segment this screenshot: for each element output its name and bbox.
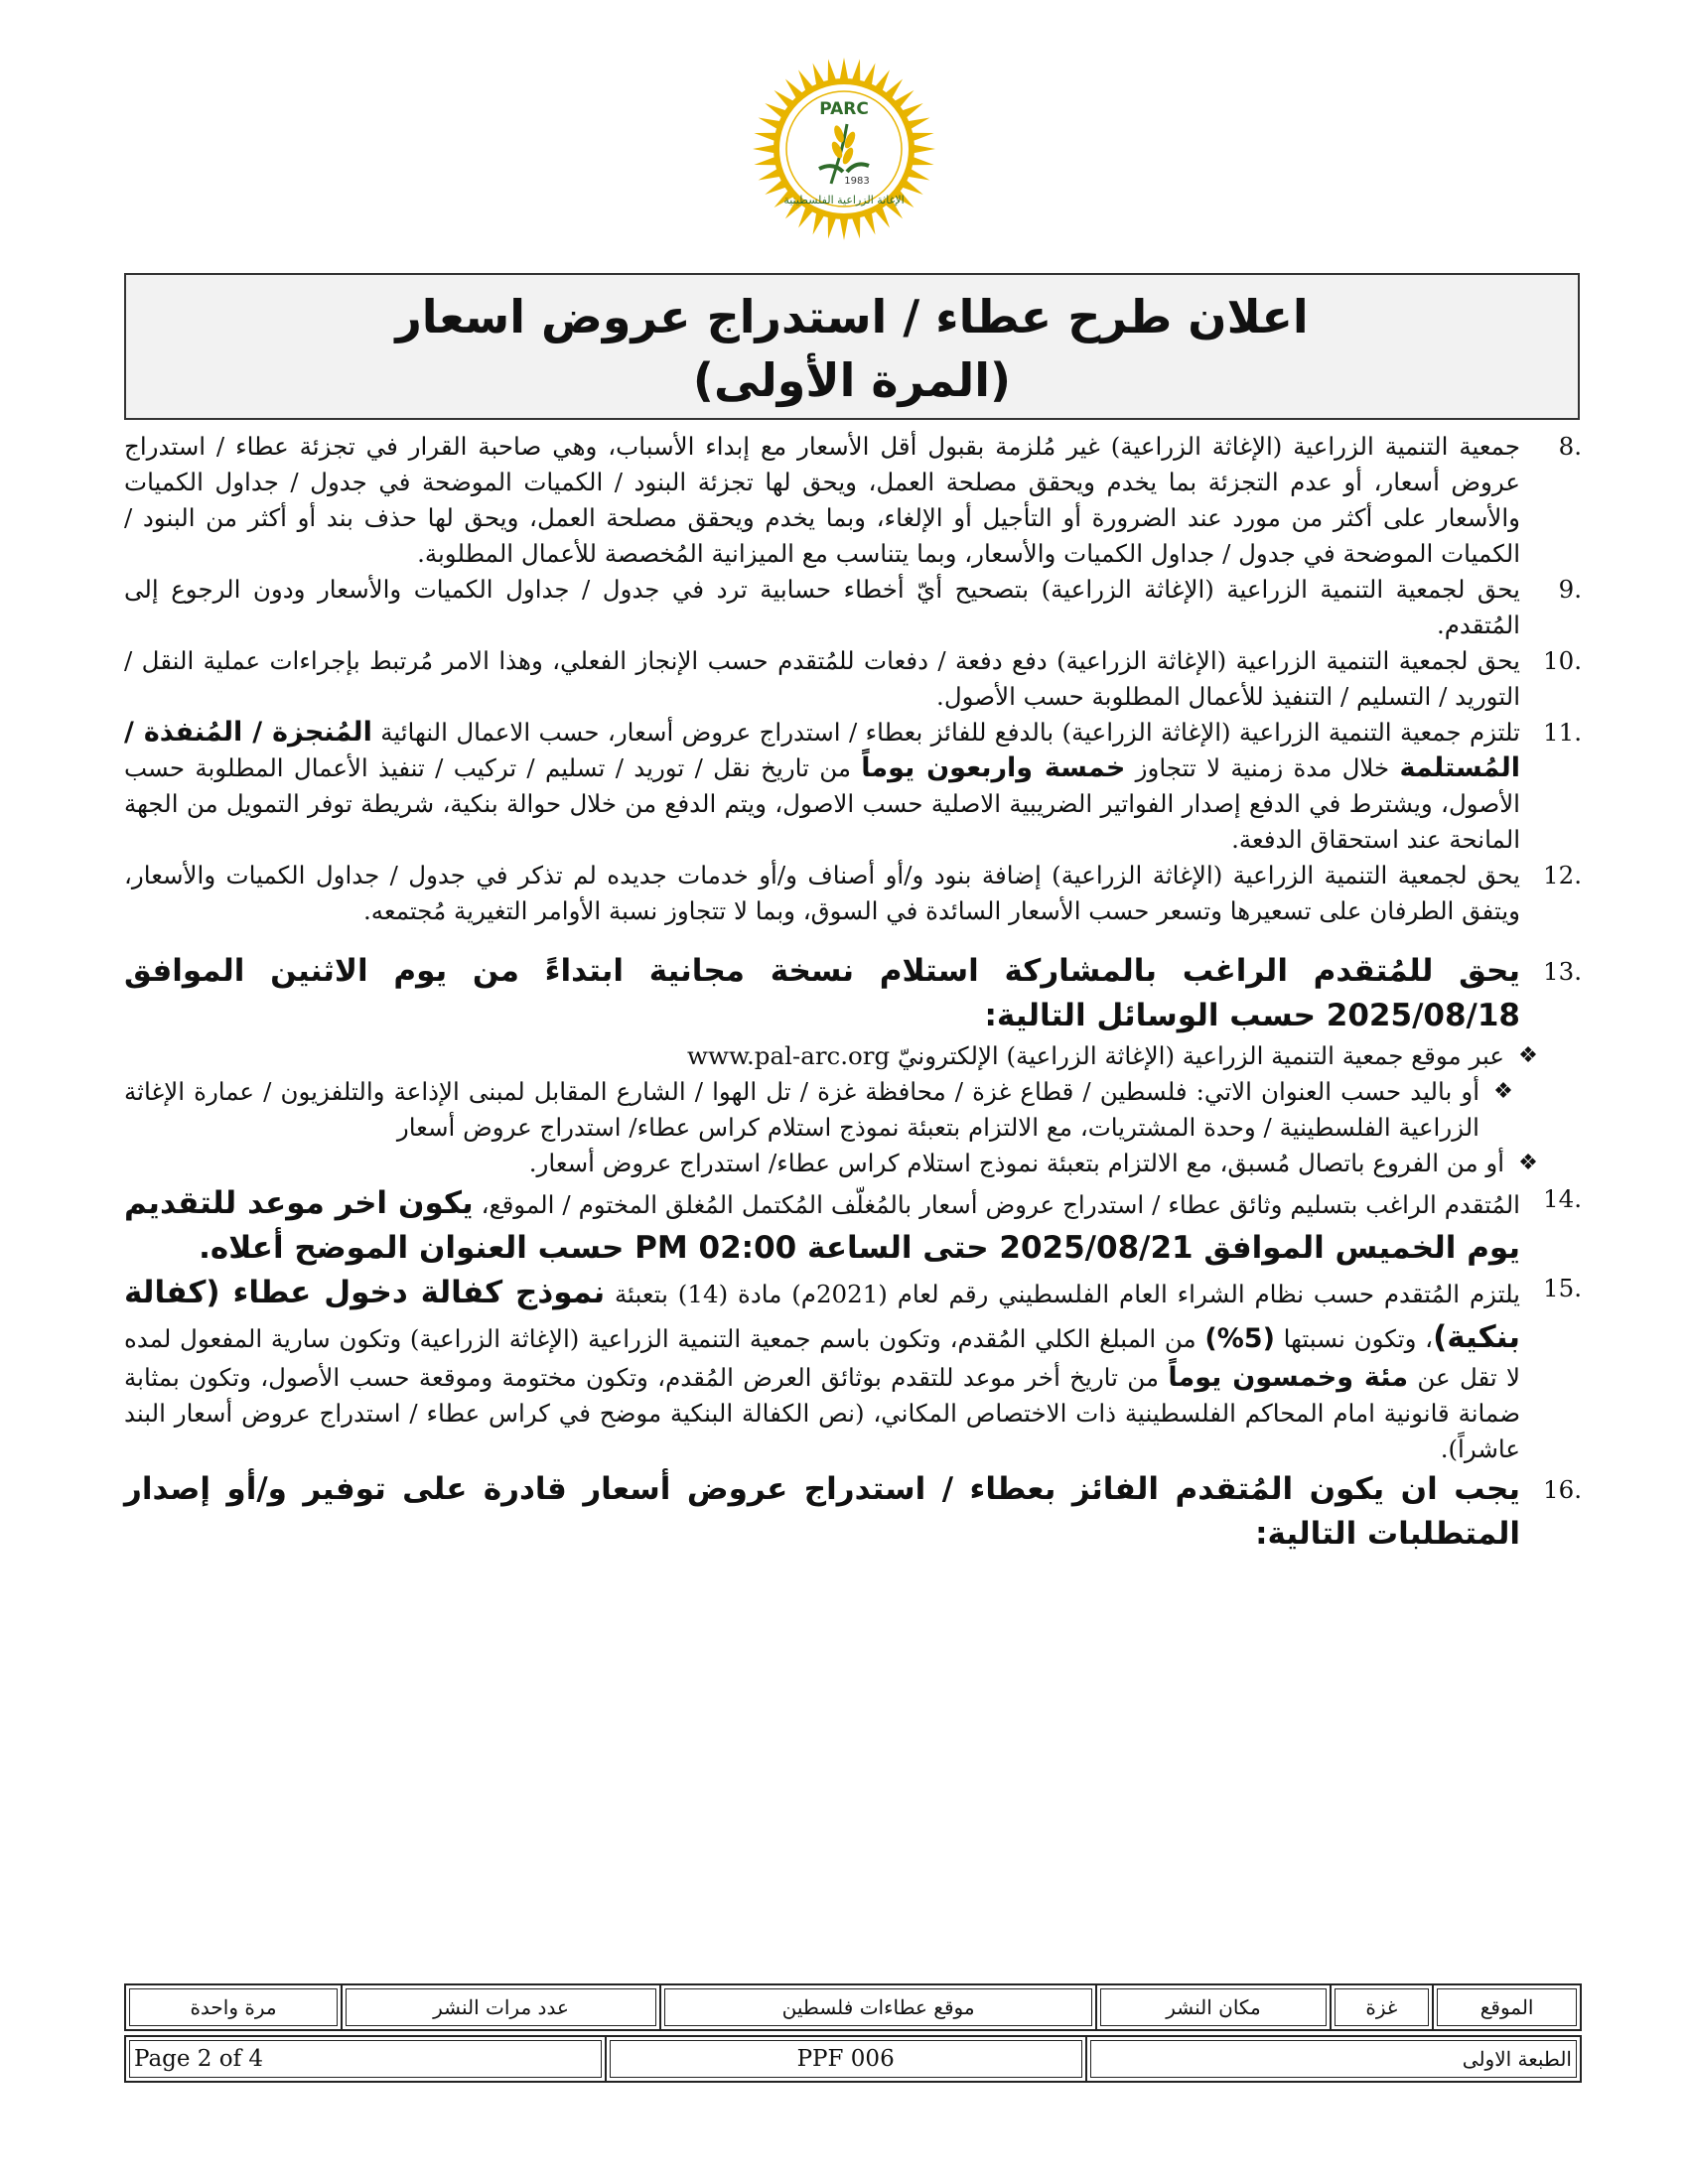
diamond-bullet-icon: ❖: [1518, 1043, 1538, 1068]
publication-info-table: [124, 1983, 1582, 2031]
sun-ray: [828, 59, 836, 81]
term-text: [124, 1181, 1520, 1271]
term-item-14: [124, 1181, 1582, 1271]
term-text: يحق لجمعية التنمية الزراعية (الإغاثة الزراعية) إضافة بنود و/أو أصناف و/أو خدمات جديده لم تذكر في جدول / جداول الكميات والأسعار، ويتفق الطرفان على تسعيرها وتسعر حسب الأسعار السائدة في السوق، وبما لا تتجاوز نسبة الأوامر التغيرية مُجتمعه.: [124, 861, 1520, 925]
term-text: جمعية التنمية الزراعية (الإغاثة الزراعية) غير مُلزمة بقبول أقل الأسعار مع إبداء الأسباب، وهي صاحبة القرار في تجزئة عطاء / استدراج عروض أسعار، أو عدم التجزئة بما يخدم ويحقق مصلحة العمل، ويحق لها تجزئة البنود / الكميات الموضحة في جدول / جداول الكميات والأسعار على أكثر من مورد عند الضرورة أو التأجيل أو الإلغاء، وبما يخدم ويحقق مصلحة العمل، ويحق لها حذف بند أو أكثر من البنود / الكميات الموضحة في جدول / جداول الكميات والأسعار، وبما يتناسب مع الميزانية المُخصصة للأعمال المطلوبة.: [124, 432, 1520, 568]
list-item: [124, 1146, 1582, 1181]
deadline-bold-text: يكون اخر موعد للتقديم يوم الخميس الموافق 2025/08/21 حتى الساعة 02:00 PM حسب العنوان الموضح أعلاه.: [124, 1185, 1520, 1266]
footer-cell: الموقع: [1433, 1984, 1581, 2030]
term-text-part: من تاريخ أخر موعد للتقدم بوثائق العرض المُقدم، وتكون مختومة وموقعة حسب الأصول، وتكون بمثابة ضمانة قانونية امام المحاكم الفلسطينية ذات الاختصاص المكاني، (نص الكفالة البنكية موضح في كراس عطاء / استدراج عروض أسعار البند عاشراً).: [124, 1363, 1520, 1463]
sun-ray: [828, 216, 836, 239]
logo-org-arabic: الإغاثة الزراعية الفلسطينية: [783, 194, 905, 206]
logo-year: 1983: [844, 176, 870, 187]
term-number: 16.: [1543, 1475, 1582, 1504]
form-code: PPF 006: [606, 2036, 1086, 2082]
term-text: يجب ان يكون المُتقدم الفائز بعطاء / استدراج عروض أسعار قادرة على توفير و/أو إصدار المتطلبات التالية:: [124, 1471, 1520, 1552]
branches-text: أو من الفروع باتصال مُسبق، مع الالتزام بتعبئة نموذج استلام كراس عطاء/ استدراج عروض أسعار.: [528, 1149, 1504, 1177]
term-item-10: [124, 643, 1582, 715]
term-bold-phrase: نموذج كفالة دخول عطاء (كفالة بنكية): [124, 1275, 1521, 1355]
list-item: [124, 1074, 1582, 1146]
announcement-title: اعلان طرح عطاء / استدراج عروض اسعار: [395, 290, 1309, 343]
term-text-part: من تاريخ نقل / توريد / تسليم / تركيب / تنفيذ الأعمال المطلوبة حسب الأصول، ويشترط في الدفع إصدار الفواتير الضريبية الاصلية حسب الاصول، ويتم الدفع من خلال حوالة بنكية، شريطة توفر التمويل من الجهة المانحة عند استحقاق الدفعة.: [124, 753, 1520, 854]
sun-ray: [754, 157, 776, 165]
sun-ray: [912, 133, 934, 141]
term-text: يحق لجمعية التنمية الزراعية (الإغاثة الزراعية) بتصحيح أيّ أخطاء حسابية ترد في جدول / جداول الكميات والأسعار ودون الرجوع إلى المُتقدم.: [124, 575, 1520, 639]
logo-brand-text: PARC: [819, 99, 869, 119]
website-link-text[interactable]: عبر موقع جمعية التنمية الزراعية (الإغاثة الزراعية) الإلكترونيّ www.pal-arc.org: [687, 1041, 1504, 1070]
term-number: 11.: [1543, 718, 1582, 747]
term-number: 12.: [1543, 861, 1582, 889]
term-item-15: [124, 1271, 1582, 1467]
term-item-16: [124, 1467, 1582, 1557]
term-text: يحق للمُتقدم الراغب بالمشاركة استلام نسخة مجانية ابتداءً من يوم الاثنين الموافق 2025/08/18 حسب الوسائل التالية:: [124, 953, 1520, 1033]
announcement-subtitle: (المرة الأولى): [692, 353, 1012, 407]
sun-ray: [840, 218, 848, 240]
address-text: أو باليد حسب العنوان الاتي: فلسطين / قطاع غزة / محافظة غزة / تل الهوا / الشارع المقابل لمبنى الإذاعة والتلفزيون / عمارة الإغاثة الزراعية الفلسطينية / وحدة المشتريات، مع الالتزام بتعبئة نموذج استلام كراس عطاء/ استدراج عروض أسعار: [124, 1077, 1479, 1142]
footer-cell: مكان النشر: [1096, 1984, 1330, 2030]
term-text-part: ، وتكون نسبتها: [1283, 1324, 1434, 1353]
edition-label: الطبعة الاولى: [1086, 2036, 1581, 2082]
term-text-part: المُتقدم الراغب بتسليم وثائق عطاء / استدراج عروض أسعار بالمُغلّف المُكتمل المُغلق المختوم / الموقع،: [481, 1190, 1520, 1219]
term-item-12: [124, 858, 1582, 929]
term-item-11: [124, 715, 1582, 858]
term-number: 8.: [1558, 432, 1582, 461]
parc-logo: [720, 55, 968, 243]
footer-cell: غزة: [1331, 1984, 1434, 2030]
terms-body: [124, 429, 1582, 1557]
sun-ray: [840, 58, 848, 79]
term-number: 13.: [1543, 957, 1582, 986]
sun-ray: [754, 133, 776, 141]
footer-cell: موقع عطاءات فلسطين: [660, 1984, 1096, 2030]
term-bold-phrase: خمسة واربعون يوماً: [861, 752, 1126, 783]
term-text: [124, 1271, 1520, 1467]
page-number: Page 2 of 4: [125, 2036, 606, 2082]
diamond-bullet-icon: ❖: [1493, 1079, 1513, 1104]
sun-ray: [753, 145, 774, 153]
parc-sun-emblem: [720, 55, 968, 243]
list-item: [124, 1038, 1582, 1074]
document-info-table: [124, 2035, 1582, 2083]
sun-ray: [852, 59, 860, 81]
term-item-8: [124, 429, 1582, 572]
term-text-part: يلتزم المُتقدم حسب نظام الشراء العام الفلسطيني رقم لعام (2021م) مادة (14) بتعبئة: [614, 1280, 1521, 1308]
sun-ray: [912, 157, 934, 165]
term-bold-phrase: مئة وخمسون يوماً: [1168, 1362, 1409, 1393]
footer-cell: عدد مرات النشر: [342, 1984, 660, 2030]
term-text: يحق لجمعية التنمية الزراعية (الإغاثة الزراعية) دفع دفعة / دفعات للمُتقدم حسب الإنجاز الفعلي، وهذا الامر مُرتبط بإجراءات عملية النقل / التوريد / التسليم / التنفيذ للأعمال المطلوبة حسب الأصول.: [124, 646, 1520, 711]
term-item-9: [124, 572, 1582, 643]
term-number: 14.: [1543, 1184, 1582, 1213]
term-number: 9.: [1558, 575, 1582, 604]
term-text-part: تلتزم جمعية التنمية الزراعية (الإغاثة الزراعية) بالدفع للفائز بعطاء / استدراج عروض أسعار، حسب الاعمال النهائية: [380, 718, 1520, 747]
term-number: 10.: [1543, 646, 1582, 675]
sun-ray: [852, 216, 860, 239]
term-number: 15.: [1543, 1274, 1582, 1302]
term-text-part: خلال مدة زمنية لا تتجاوز: [1135, 753, 1390, 782]
term-text-part: من المبلغ الكلي المُقدم، وتكون باسم جمعية التنمية الزراعية (الإغاثة الزراعية) وتكون سارية المفعول لمده لا تقل عن: [124, 1324, 1521, 1392]
diamond-bullet-icon: ❖: [1518, 1151, 1538, 1175]
footer-cell: مرة واحدة: [125, 1984, 342, 2030]
term-bold-phrase: (5%): [1204, 1323, 1275, 1354]
sun-ray: [914, 145, 935, 153]
term-bold-phrase: المُنجزة / المُنفذة / المُستلمة: [124, 717, 1520, 783]
announcement-title-box: [124, 273, 1580, 420]
term-item-13: [124, 949, 1582, 1038]
term-text: [124, 715, 1520, 858]
